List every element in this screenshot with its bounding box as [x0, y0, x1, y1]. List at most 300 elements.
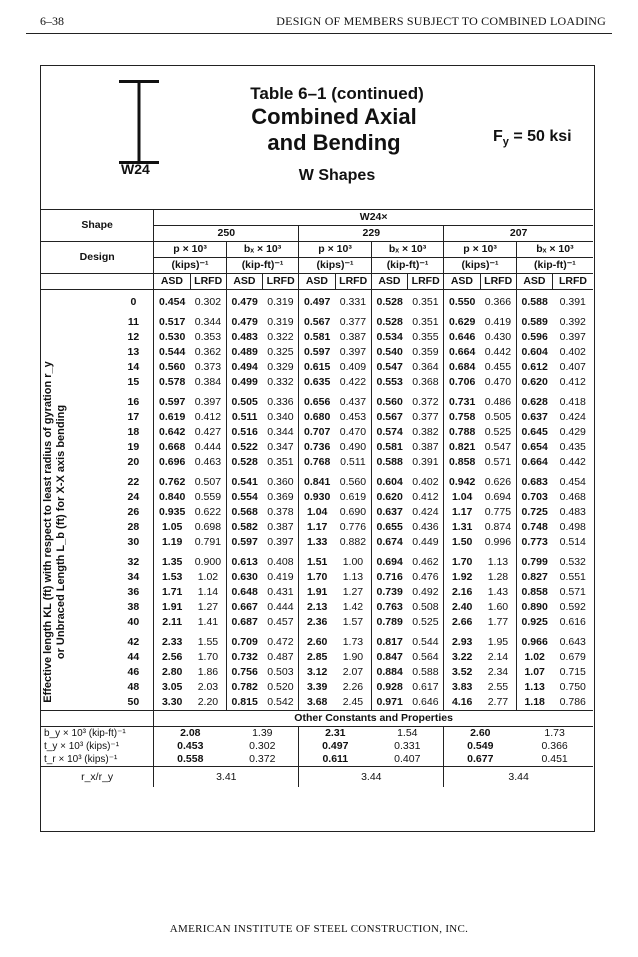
value-cell: 0.331 [339, 296, 367, 308]
value-cell: 0.635 [299, 375, 335, 390]
value-cell: 0.497 [299, 290, 335, 311]
value-cell: 2.34 [487, 666, 509, 678]
length-cell: 44 [114, 650, 154, 665]
table-body [41, 290, 593, 711]
bx-header: bₓ × 10³ [226, 242, 299, 258]
length-cell: 28 [114, 520, 154, 535]
row-spacer [41, 360, 114, 375]
value-cell: 3.39 [299, 680, 335, 695]
bx-units: (kip-ft)⁻¹ [516, 258, 593, 274]
value-cell: 0.444 [267, 601, 294, 613]
row-spacer [41, 310, 114, 330]
rxry-250: 3.41 [154, 767, 299, 788]
value-cell: 0.637 [371, 505, 407, 520]
table-row [41, 310, 593, 330]
length-cell: 18 [114, 425, 154, 440]
value-cell: 0.966 [516, 630, 552, 650]
row-spacer [41, 650, 114, 665]
value-cell: 0.437 [339, 396, 367, 408]
value-cell: 0.407 [559, 361, 586, 373]
value-cell: 0.560 [339, 476, 367, 488]
value-cell: 1.27 [342, 586, 364, 598]
value-cell: 0.391 [412, 456, 439, 468]
ty-row-value: 0.331 [371, 740, 444, 753]
running-header [26, 14, 612, 32]
table-frame [40, 65, 595, 832]
weight-207: 207 [444, 226, 593, 242]
value-cell: 0.858 [444, 455, 480, 470]
value-cell: 0.498 [559, 521, 586, 533]
value-cell: 0.483 [559, 506, 586, 518]
bx-header: bₓ × 10³ [516, 242, 593, 258]
by-row-value: 2.60 [444, 727, 517, 741]
value-cell: 0.369 [267, 491, 294, 503]
table-title-line2: and Bending [267, 130, 401, 155]
value-cell: 0.847 [371, 650, 407, 665]
value-cell: 2.03 [197, 681, 219, 693]
value-cell: 0.412 [194, 411, 222, 423]
value-cell: 0.574 [371, 425, 407, 440]
value-cell: 0.748 [516, 520, 552, 535]
value-cell: 0.479 [226, 310, 262, 330]
value-cell: 0.694 [484, 491, 512, 503]
value-cell: 0.642 [159, 426, 186, 438]
value-cell: 0.332 [267, 376, 294, 388]
value-cell: 0.368 [412, 376, 439, 388]
value-cell: 0.462 [412, 556, 439, 568]
table-row [41, 665, 593, 680]
value-cell: 0.387 [339, 331, 367, 343]
row-spacer [41, 585, 114, 600]
value-cell: 0.550 [444, 290, 480, 311]
value-cell: 0.503 [267, 666, 294, 678]
value-cell: 0.430 [484, 331, 512, 343]
value-cell: 1.13 [516, 680, 552, 695]
asd-header: ASD [516, 274, 552, 290]
by-row [41, 727, 593, 741]
length-cell: 36 [114, 585, 154, 600]
lrfd-header: LRFD [408, 274, 444, 290]
value-cell: 2.33 [161, 636, 183, 648]
value-cell: 0.366 [484, 296, 512, 308]
table-row [41, 520, 593, 535]
ty-row-value: 0.453 [177, 740, 204, 752]
value-cell: 0.560 [371, 390, 407, 410]
value-cell: 1.95 [487, 636, 509, 648]
value-cell: 0.431 [267, 586, 294, 598]
length-cell: 30 [114, 535, 154, 550]
lrfd-header: LRFD [335, 274, 371, 290]
value-cell: 2.56 [161, 651, 183, 663]
value-cell: 0.680 [299, 410, 335, 425]
value-cell: 0.489 [226, 345, 262, 360]
ty-row-value: 0.497 [322, 740, 349, 752]
fy-value: = 50 ksi [508, 128, 572, 145]
value-cell: 1.33 [299, 535, 335, 550]
value-cell: 0.457 [267, 616, 294, 628]
p-header: p × 10³ [299, 242, 372, 258]
value-cell: 0.674 [371, 535, 407, 550]
row-spacer [41, 290, 114, 311]
value-cell: 0.387 [267, 521, 294, 533]
rxry-label: r_x/r_y [41, 767, 154, 788]
value-cell: 0.619 [339, 491, 367, 503]
table-row [41, 535, 593, 550]
value-cell: 1.42 [342, 601, 364, 613]
value-cell: 0.479 [226, 290, 262, 311]
value-cell: 0.815 [226, 695, 262, 711]
value-cell: 0.736 [299, 440, 335, 455]
value-cell: 0.514 [559, 536, 586, 548]
lrfd-header: LRFD [480, 274, 516, 290]
by-row-label: b_y × 10³ (kip-ft)⁻¹ [41, 727, 154, 741]
value-cell: 1.07 [516, 665, 552, 680]
other-constants [41, 711, 593, 727]
value-cell: 0.516 [226, 425, 262, 440]
value-cell: 0.971 [371, 695, 407, 711]
value-cell: 0.525 [412, 616, 439, 628]
header-row-methods [41, 274, 593, 290]
value-cell: 0.412 [559, 376, 586, 388]
length-cell: 40 [114, 615, 154, 630]
table-row [41, 410, 593, 425]
rxry-row [41, 767, 593, 788]
value-cell: 0.597 [299, 345, 335, 360]
value-cell: 0.613 [226, 550, 262, 570]
row-spacer [41, 410, 114, 425]
tr-row-value: 0.451 [541, 753, 568, 765]
table-row [41, 360, 593, 375]
table-row [41, 570, 593, 585]
value-cell: 0.559 [194, 491, 222, 503]
asd-header: ASD [154, 274, 190, 290]
value-cell: 0.351 [412, 296, 439, 308]
value-cell: 1.57 [342, 616, 364, 628]
length-cell: 13 [114, 345, 154, 360]
table-row [41, 505, 593, 520]
value-cell: 0.648 [226, 585, 262, 600]
value-cell: 1.41 [197, 616, 219, 628]
other-header-row [41, 711, 593, 727]
table-row [41, 585, 593, 600]
value-cell: 0.470 [339, 426, 367, 438]
value-cell: 0.725 [516, 505, 552, 520]
bx-units: (kip-ft)⁻¹ [371, 258, 444, 274]
value-cell: 0.554 [226, 490, 262, 505]
header-row-quantities [41, 242, 593, 258]
value-cell: 1.05 [161, 521, 183, 533]
value-cell: 0.551 [559, 571, 586, 583]
table-row [41, 695, 593, 711]
value-cell: 0.344 [267, 426, 294, 438]
value-cell: 0.789 [371, 615, 407, 630]
value-cell: 0.616 [559, 616, 586, 628]
value-cell: 0.359 [412, 346, 439, 358]
weight-229: 229 [299, 226, 444, 242]
value-cell: 0.560 [159, 361, 186, 373]
value-cell: 0.617 [412, 681, 439, 693]
value-cell: 1.60 [487, 601, 509, 613]
value-cell: 0.568 [226, 505, 262, 520]
row-spacer [41, 550, 114, 570]
value-cell: 2.66 [444, 615, 480, 630]
value-cell: 0.592 [559, 601, 586, 613]
row-spacer [41, 345, 114, 360]
value-cell: 2.85 [299, 650, 335, 665]
value-cell: 2.80 [161, 666, 183, 678]
value-cell: 0.581 [299, 330, 335, 345]
value-cell: 0.840 [159, 491, 186, 503]
length-cell: 34 [114, 570, 154, 585]
value-cell: 0.476 [412, 571, 439, 583]
value-cell: 0.567 [299, 310, 335, 330]
length-cell: 16 [114, 390, 154, 410]
value-cell: 0.732 [226, 650, 262, 665]
value-cell: 0.494 [226, 360, 262, 375]
value-cell: 0.470 [484, 376, 512, 388]
shape-icon-label: W24 [121, 161, 150, 177]
value-cell: 0.468 [559, 491, 586, 503]
value-cell: 0.427 [194, 426, 222, 438]
value-cell: 0.821 [444, 440, 480, 455]
value-cell: 0.378 [267, 506, 294, 518]
value-cell: 3.52 [444, 665, 480, 680]
tr-row [41, 753, 593, 767]
value-cell: 0.694 [371, 550, 407, 570]
value-cell: 1.02 [197, 571, 219, 583]
value-cell: 0.707 [299, 425, 335, 440]
table-row [41, 425, 593, 440]
value-cell: 0.424 [559, 411, 586, 423]
rxry-229: 3.44 [299, 767, 444, 788]
tr-row-value: 0.677 [467, 753, 494, 765]
bx-units: (kip-ft)⁻¹ [226, 258, 299, 274]
value-cell: 0.788 [444, 425, 480, 440]
tr-row-value: 0.372 [226, 753, 299, 767]
value-cell: 0.782 [226, 680, 262, 695]
value-cell: 0.626 [484, 476, 512, 488]
value-cell: 0.409 [339, 361, 367, 373]
value-cell: 0.429 [559, 426, 586, 438]
value-cell: 0.435 [559, 441, 586, 453]
data-table-wrap [41, 209, 593, 787]
p-units: (kips)⁻¹ [299, 258, 372, 274]
table-row [41, 650, 593, 665]
table-row [41, 440, 593, 455]
i-beam-icon [117, 78, 161, 174]
value-cell: 2.55 [487, 681, 509, 693]
value-cell: 0.791 [194, 536, 222, 548]
value-cell: 0.696 [159, 456, 186, 468]
value-cell: 0.532 [559, 556, 586, 568]
value-cell: 0.360 [267, 476, 294, 488]
ty-row-value: 0.549 [467, 740, 494, 752]
value-cell: 0.596 [516, 330, 552, 345]
value-cell: 0.588 [371, 455, 407, 470]
value-cell: 3.05 [161, 681, 183, 693]
row-spacer [41, 570, 114, 585]
value-cell: 0.408 [267, 556, 294, 568]
value-cell: 0.684 [444, 360, 480, 375]
value-cell: 1.53 [161, 571, 183, 583]
value-cell: 0.377 [339, 316, 367, 328]
value-cell: 0.581 [371, 440, 407, 455]
value-cell: 0.588 [412, 666, 439, 678]
value-cell: 1.18 [516, 695, 552, 711]
value-cell: 0.786 [559, 696, 586, 708]
p-header: p × 10³ [154, 242, 227, 258]
shape-header: Shape [41, 210, 154, 242]
table-header [41, 210, 593, 290]
value-cell: 0.528 [371, 290, 407, 311]
value-cell: 2.26 [342, 681, 364, 693]
bx-header: bₓ × 10³ [371, 242, 444, 258]
table-title-line1: Combined Axial [251, 104, 417, 129]
value-cell: 0.397 [559, 331, 586, 343]
value-cell: 0.419 [267, 571, 294, 583]
length-cell: 32 [114, 550, 154, 570]
value-cell: 0.571 [484, 456, 512, 468]
value-cell: 0.683 [516, 470, 552, 490]
value-cell: 0.547 [484, 441, 512, 453]
value-cell: 0.629 [444, 310, 480, 330]
value-cell: 0.578 [159, 376, 186, 388]
value-cell: 0.364 [412, 361, 439, 373]
value-cell: 0.773 [516, 535, 552, 550]
asd-header: ASD [299, 274, 335, 290]
row-spacer [41, 600, 114, 615]
weight-250: 250 [154, 226, 299, 242]
table-row [41, 490, 593, 505]
row-spacer [41, 695, 114, 711]
value-cell: 0.567 [371, 410, 407, 425]
value-cell: 0.942 [444, 470, 480, 490]
value-cell: 0.347 [267, 441, 294, 453]
table-subtitle: W Shapes [298, 167, 376, 184]
lrfd-header: LRFD [190, 274, 226, 290]
value-cell: 0.656 [299, 390, 335, 410]
row-spacer [41, 615, 114, 630]
value-cell: 0.319 [267, 296, 294, 308]
value-cell: 0.508 [412, 601, 439, 613]
ty-row-label: t_y × 10³ (kips)⁻¹ [41, 740, 154, 753]
value-cell: 0.622 [194, 506, 222, 518]
value-cell: 2.16 [444, 585, 480, 600]
value-cell: 1.86 [197, 666, 219, 678]
value-cell: 0.319 [267, 316, 294, 328]
value-cell: 0.646 [444, 330, 480, 345]
value-cell: 0.373 [194, 361, 222, 373]
value-cell: 0.511 [340, 456, 366, 468]
value-cell: 0.492 [412, 586, 439, 598]
value-cell: 1.19 [161, 536, 183, 548]
value-cell: 0.637 [516, 410, 552, 425]
value-cell: 1.77 [487, 616, 509, 628]
value-cell: 4.16 [444, 695, 480, 711]
combined-axial-table [41, 209, 593, 787]
value-cell: 0.664 [516, 455, 552, 470]
value-cell: 2.36 [299, 615, 335, 630]
by-row-value: 2.08 [154, 727, 227, 741]
value-cell: 0.486 [484, 396, 512, 408]
value-cell: 2.13 [299, 600, 335, 615]
value-cell: 1.31 [444, 520, 480, 535]
value-cell: 1.51 [299, 550, 335, 570]
length-cell: 20 [114, 455, 154, 470]
value-cell: 2.07 [342, 666, 364, 678]
value-cell: 3.12 [299, 665, 335, 680]
properties-body [41, 727, 593, 767]
header-rule [26, 33, 612, 34]
value-cell: 0.900 [194, 556, 222, 568]
value-cell: 0.351 [412, 316, 439, 328]
value-cell: 0.329 [267, 361, 294, 373]
value-cell: 1.70 [299, 570, 335, 585]
value-cell: 3.30 [161, 696, 183, 708]
value-cell: 0.597 [159, 396, 186, 408]
value-cell: 0.646 [412, 696, 439, 708]
blank-cell [41, 711, 154, 727]
value-cell: 0.588 [516, 290, 552, 311]
value-cell: 3.68 [299, 695, 335, 711]
value-cell: 0.817 [371, 630, 407, 650]
value-cell: 0.930 [299, 490, 335, 505]
value-cell: 0.384 [194, 376, 222, 388]
lrfd-header: LRFD [263, 274, 299, 290]
value-cell: 0.528 [371, 310, 407, 330]
value-cell: 1.50 [444, 535, 480, 550]
value-cell: 0.505 [226, 390, 262, 410]
by-row-value: 2.31 [299, 727, 372, 741]
value-cell: 0.402 [559, 346, 586, 358]
value-cell: 0.419 [484, 316, 512, 328]
value-cell: 0.522 [226, 440, 262, 455]
value-cell: 0.544 [412, 636, 439, 648]
value-cell: 0.442 [484, 346, 512, 358]
value-cell: 1.00 [342, 556, 364, 568]
value-cell: 0.505 [484, 411, 512, 423]
tr-row-label: t_r × 10³ (kips)⁻¹ [41, 753, 154, 767]
value-cell: 0.925 [516, 615, 552, 630]
value-cell: 0.490 [339, 441, 367, 453]
value-cell: 0.589 [516, 310, 552, 330]
value-cell: 0.758 [444, 410, 480, 425]
value-cell: 0.928 [371, 680, 407, 695]
value-cell: 0.322 [267, 331, 294, 343]
table-row [41, 455, 593, 470]
table-row [41, 375, 593, 390]
row-spacer [41, 375, 114, 390]
value-cell: 0.604 [371, 470, 407, 490]
side-label-line1: Effective length KL (ft) with respect to least radius of gyration r_y [42, 361, 54, 703]
value-cell: 0.553 [371, 375, 407, 390]
length-cell: 48 [114, 680, 154, 695]
value-cell: 0.655 [371, 520, 407, 535]
value-cell: 0.325 [267, 346, 294, 358]
row-spacer [41, 470, 114, 490]
table-row [41, 630, 593, 650]
row-spacer [41, 425, 114, 440]
value-cell: 0.756 [226, 665, 262, 680]
table-row [41, 550, 593, 570]
value-cell: 0.604 [516, 345, 552, 360]
value-cell: 0.763 [371, 600, 407, 615]
row-spacer [41, 330, 114, 345]
ty-row [41, 740, 593, 753]
value-cell: 0.654 [516, 440, 552, 455]
value-cell: 0.716 [371, 570, 407, 585]
value-cell: 0.520 [267, 681, 294, 693]
